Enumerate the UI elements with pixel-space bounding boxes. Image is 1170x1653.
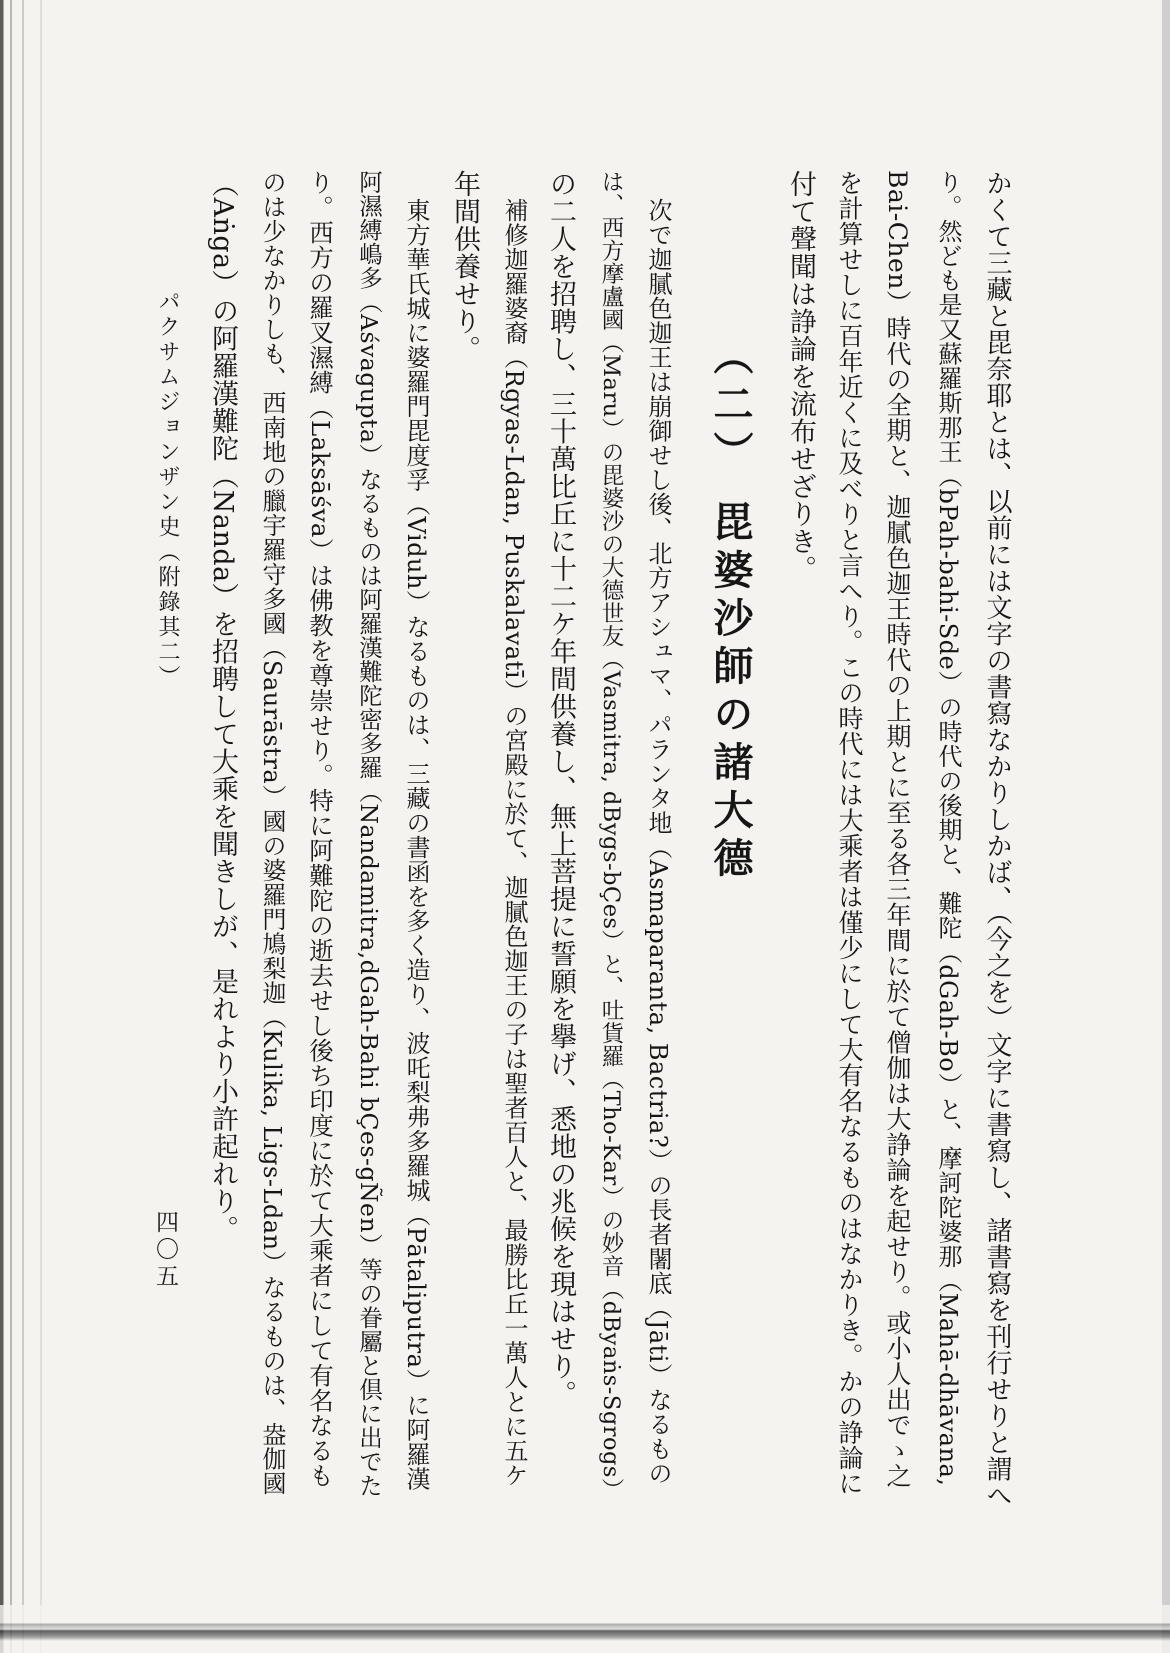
page-number: 四〇五 bbox=[152, 1210, 178, 1291]
text-column-7: は、西方摩盧國（Maru）の毘婆沙の大德世友（Vasmitra, dBygs-bÇes）と、吐貨羅（Tho-Kar）の妙音（dByaṅs-Sgrogs） bbox=[598, 170, 624, 1501]
text-column-12: 阿濕縛嶋多（Aśvagupta）なるものは阿羅漢難陀密多羅（Nandamitra,dGah-Bahi bÇes-gÑen）等の眷屬と倶に出でた bbox=[355, 170, 383, 1498]
text-column-3: Bai-Chen）時代の全期と、迦膩色迦王時代の上期とに至る各三年間に於て僧伽は大諍論を起せり。或小人出でゝ之 bbox=[883, 170, 912, 1489]
scan-edge-right bbox=[1162, 0, 1170, 1653]
scan-edge-left bbox=[0, 0, 70, 1653]
text-column-9: 補修迦羅婆裔（Rgyas-Ldan, Puskalavatī）の宮殿に於て、迦膩色迦王の子は聖者百人と、最勝比丘一萬人とに五ケ bbox=[500, 198, 528, 1488]
text-column-4: を計算せしに百年近くに及べりと言へり。この時代には大乘者は僅少にして大有名なるものはなかりき。かの諍論に bbox=[835, 170, 864, 1496]
text-column-15: （Aṅga）の阿羅漢難陀（Nanda）を招聘して大乘を聞きしが、是れより小許起れり。 bbox=[207, 170, 238, 1243]
text-column-5: 付て聲聞は諍論を流布せざりき。 bbox=[785, 170, 816, 583]
section-heading: （二） 毘婆沙師の諸大德 bbox=[707, 335, 754, 885]
running-head: パクサムジョンザン史（附錄其二） bbox=[155, 290, 180, 690]
text-column-11: 東方華氏城に婆羅門毘度孚（Viduh）なるものは、三藏の書函を多く造り、波吒梨弗多羅城（Pātaliputra）に阿羅漢 bbox=[402, 198, 430, 1491]
scan-edge-bottom bbox=[0, 1605, 1170, 1653]
text-column-2: り。然ども是又蘇羅斯那王（bPah-bahi-Sde）の時代の後期と、難陀（dGah-Bo）と、摩訶陀婆那（Mahā-dhāvana, bbox=[934, 170, 962, 1487]
text-column-10: 年間供養せり。 bbox=[449, 170, 480, 363]
text-column-8: の二人を招聘し、三十萬比丘に十二ケ年間供養し、無上菩提に誓願を擧げ、悉地の兆候を現はせり。 bbox=[545, 170, 576, 1408]
text-column-1: かくて三藏と毘奈耶とは、以前には文字の書寫なかりしかば、（今之を）文字に書寫し、諸書寫を刊行せりと謂へ bbox=[982, 170, 1012, 1509]
text-column-14: のは少なかりしも、西南地の臘宇羅守多國（Saurāstra）國の婆羅門鳩梨迦（Kulika, Ligs-Ldan）なるものは、盎伽國 bbox=[258, 170, 286, 1496]
text-column-13: り。西方の羅叉濕縛（Laksāśva）は佛教を尊崇せり。特に阿難陀の逝去せし後ち印度に於て大乘者にして有名なるも bbox=[306, 170, 335, 1488]
text-column-6: 次で迦膩色迦王は崩御せし後、北方アシュマ、パランタ地（Asmaparanta, Bactria?）の長者闍底（Jāti）なるもの bbox=[644, 198, 672, 1486]
